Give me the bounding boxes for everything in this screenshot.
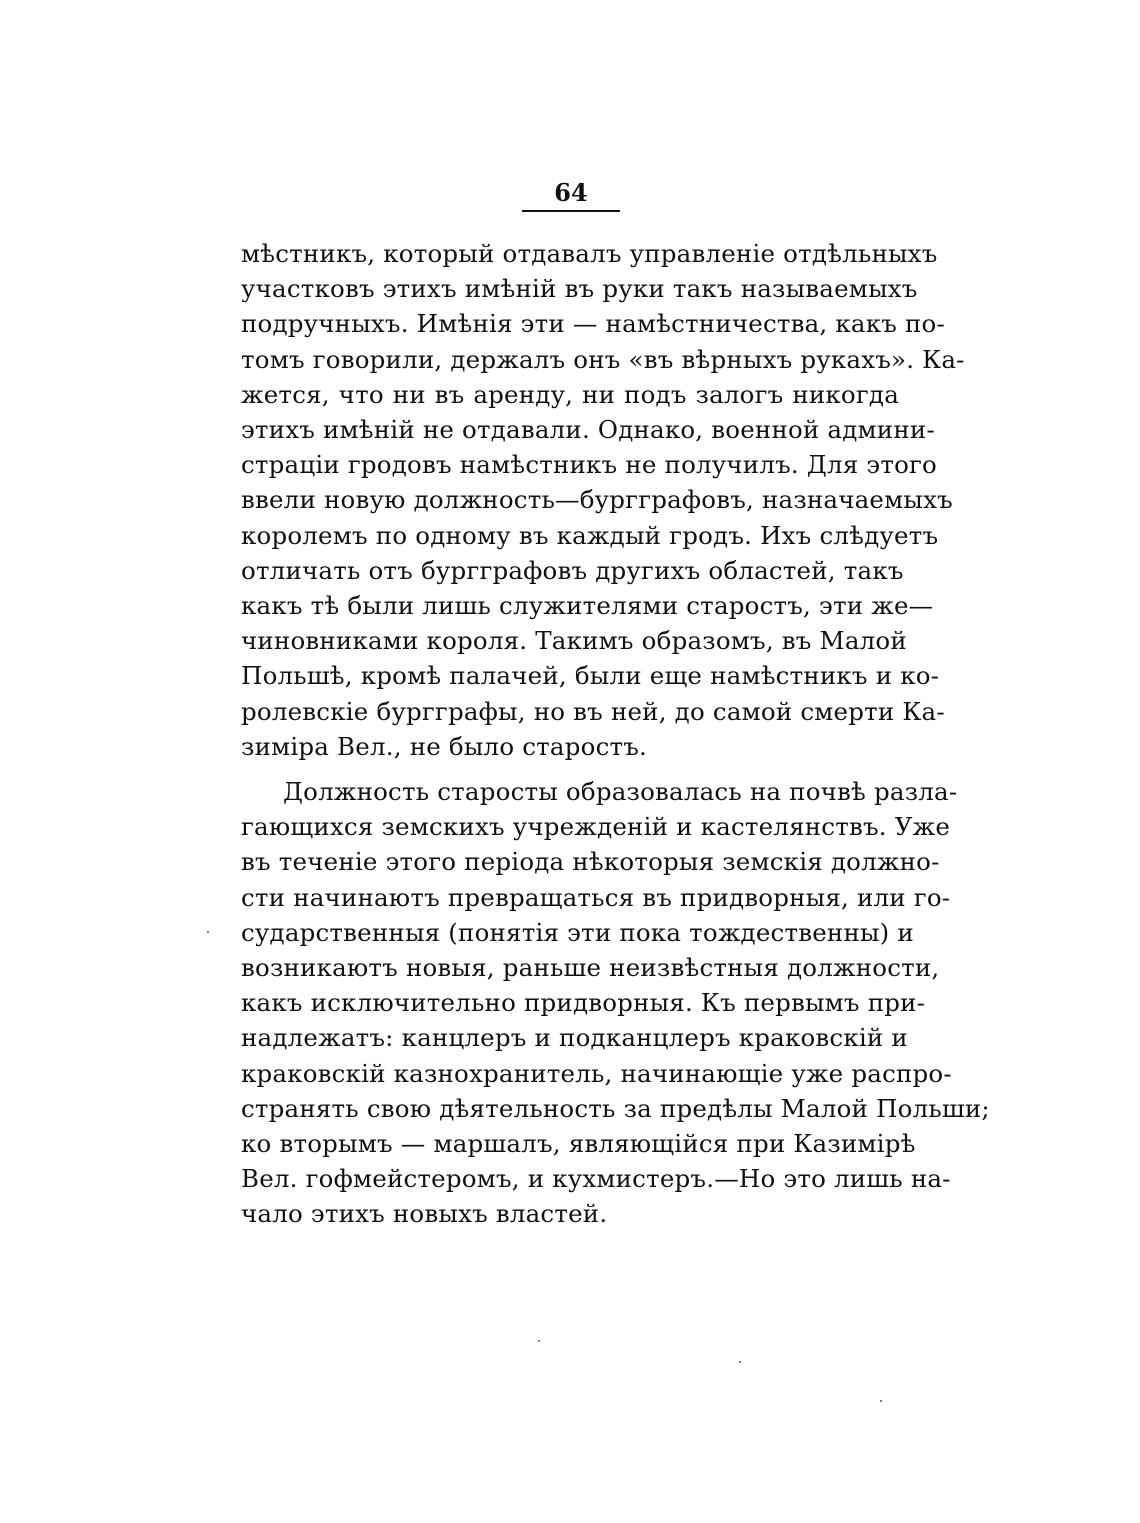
scan-speck xyxy=(739,1361,741,1363)
text-line: Вел. гофмейстеромъ, и кухмистеръ.—Но это лишь на- xyxy=(241,1164,951,1194)
text-line: надлежатъ: канцлеръ и подканцлеръ краковскій и xyxy=(241,1023,908,1053)
text-line: возникаютъ новыя, раньше неизвѣстныя должности, xyxy=(241,953,940,983)
text-line: королемъ по одному въ каждый гродъ. Ихъ слѣдуетъ xyxy=(241,520,939,550)
text-line: томъ говорили, держалъ онъ «въ вѣрныхъ рукахъ». Ка- xyxy=(241,344,965,374)
text-line: сти начинаютъ превращаться въ придворныя, или го- xyxy=(241,882,951,912)
text-line: чало этихъ новыхъ властей. xyxy=(241,1199,608,1229)
text-line: зиміра Вел., не было старостъ. xyxy=(241,731,648,761)
scan-speck xyxy=(880,1400,882,1402)
text-line: сударственныя (понятія эти пока тождественны) и xyxy=(241,917,914,947)
text-line: странять свою дѣятельность за предѣлы Малой Польши; xyxy=(241,1093,990,1123)
text-line: чиновниками короля. Такимъ образомъ, въ Малой xyxy=(241,626,907,656)
paragraph-2 xyxy=(241,774,990,1232)
text-line: какъ исключительно придворныя. Къ первымъ при- xyxy=(241,988,926,1018)
text-line: страціи гродовъ намѣстникъ не получилъ. Для этого xyxy=(241,450,938,480)
text-line: какъ тѣ были лишь служителями старостъ, эти же— xyxy=(241,591,934,621)
page-number-rule xyxy=(522,210,620,212)
text-line: мѣстникъ, который отдавалъ управленіе отдѣльныхъ xyxy=(241,239,938,268)
text-line: Должность старосты образовалась на почвѣ разла- xyxy=(283,777,958,807)
page-number: 64 xyxy=(554,178,588,207)
text-line: участковъ этихъ имѣній въ руки такъ называемыхъ xyxy=(241,274,918,304)
text-line: ко вторымъ — маршалъ, являющійся при Казимірѣ xyxy=(241,1129,916,1159)
body-text xyxy=(241,236,990,1232)
text-line: ролевскіе бургграфы, но въ ней, до самой смерти Ка- xyxy=(241,696,945,726)
scan-speck xyxy=(538,1340,540,1342)
text-line: жется, что ни въ аренду, ни подъ залогъ никогда xyxy=(241,379,899,409)
text-line: Польшѣ, кромѣ палачей, были еще намѣстникъ и ко- xyxy=(241,661,940,691)
text-line: гающихся земскихъ учрежденій и кастелянствъ. Уже xyxy=(241,812,951,842)
paragraph-1 xyxy=(241,236,965,764)
text-line: краковскій казнохранитель, начинающіе уже распро- xyxy=(241,1058,952,1088)
paragraph-gap xyxy=(241,764,899,774)
text-line: ввели новую должность—бургграфовъ, назначаемыхъ xyxy=(241,485,953,515)
text-line: въ теченіе этого періода нѣкоторыя земскія должно- xyxy=(241,847,940,877)
text-line: отличать отъ бургграфовъ другихъ областей, такъ xyxy=(241,555,904,585)
text-line: этихъ имѣній не отдавали. Однако, военной админи- xyxy=(241,415,935,445)
scan-speck xyxy=(207,931,209,933)
text-line: подручныхъ. Имѣнія эти — намѣстничества, какъ по- xyxy=(241,309,945,339)
